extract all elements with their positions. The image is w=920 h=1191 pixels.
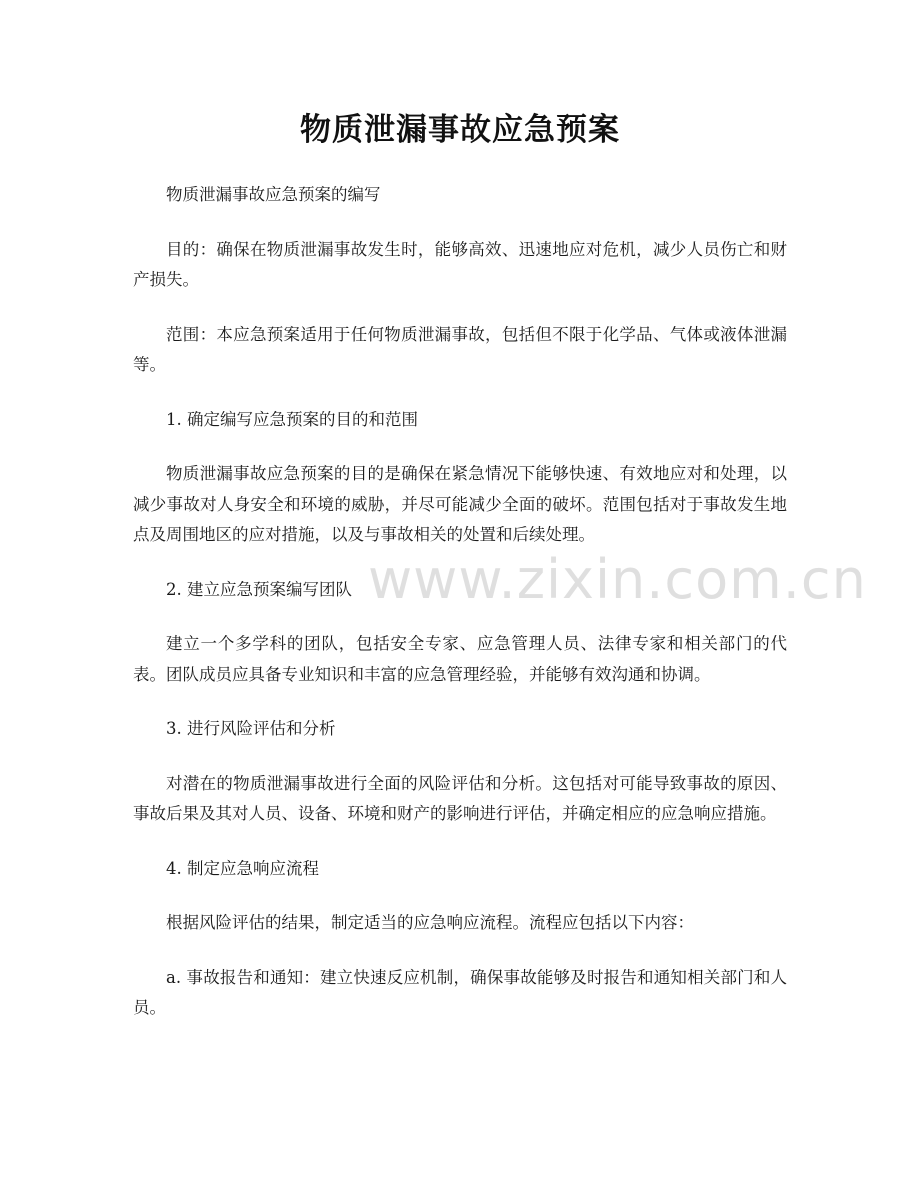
paragraph-subtitle: 物质泄漏事故应急预案的编写	[166, 185, 381, 204]
paragraph-section-2: 建立一个多学科的团队，包括安全专家、应急管理人员、法律专家和相关部门的代表。团队成员应具备专业知识和丰富的应急管理经验，并能够有效沟通和协调。	[133, 634, 787, 684]
paragraph-scope: 范围：本应急预案适用于任何物质泄漏事故，包括但不限于化学品、气体或液体泄漏等。	[133, 324, 787, 374]
paragraph-section-3: 对潜在的物质泄漏事故进行全面的风险评估和分析。这包括对可能导致事故的原因、事故后果及其对人员、设备、环境和财产的影响进行评估，并确定相应的应急响应措施。	[133, 773, 787, 823]
section-heading-2: 2. 建立应急预案编写团队	[166, 579, 352, 599]
paragraph-item-a: a. 事故报告和通知：建立快速反应机制，确保事故能够及时报告和通知相关部门和人员。	[133, 967, 787, 1017]
paragraph-purpose: 目的：确保在物质泄漏事故发生时，能够高效、迅速地应对危机，减少人员伤亡和财产损失。	[133, 239, 787, 289]
paragraph-section-4: 根据风险评估的结果，制定适当的应急响应流程。流程应包括以下内容：	[166, 913, 694, 932]
section-heading-3: 3. 进行风险评估和分析	[166, 719, 336, 738]
document-title: 物质泄漏事故应急预案	[300, 112, 620, 148]
section-heading-4: 4. 制定应急响应流程	[166, 858, 319, 878]
document-body	[133, 180, 787, 1048]
section-heading-1: 1. 确定编写应急预案的目的和范围	[166, 409, 418, 429]
paragraph-section-1: 物质泄漏事故应急预案的目的是确保在紧急情况下能够快速、有效地应对和处理，以减少事故对人身安全和环境的威胁，并尽可能减少全面的破坏。范围包括对于事故发生地点及周围地区的应对措施，以及与事故相关的处置和后续处理。	[133, 464, 787, 544]
watermark: www.zixin.com.cn	[368, 548, 867, 611]
